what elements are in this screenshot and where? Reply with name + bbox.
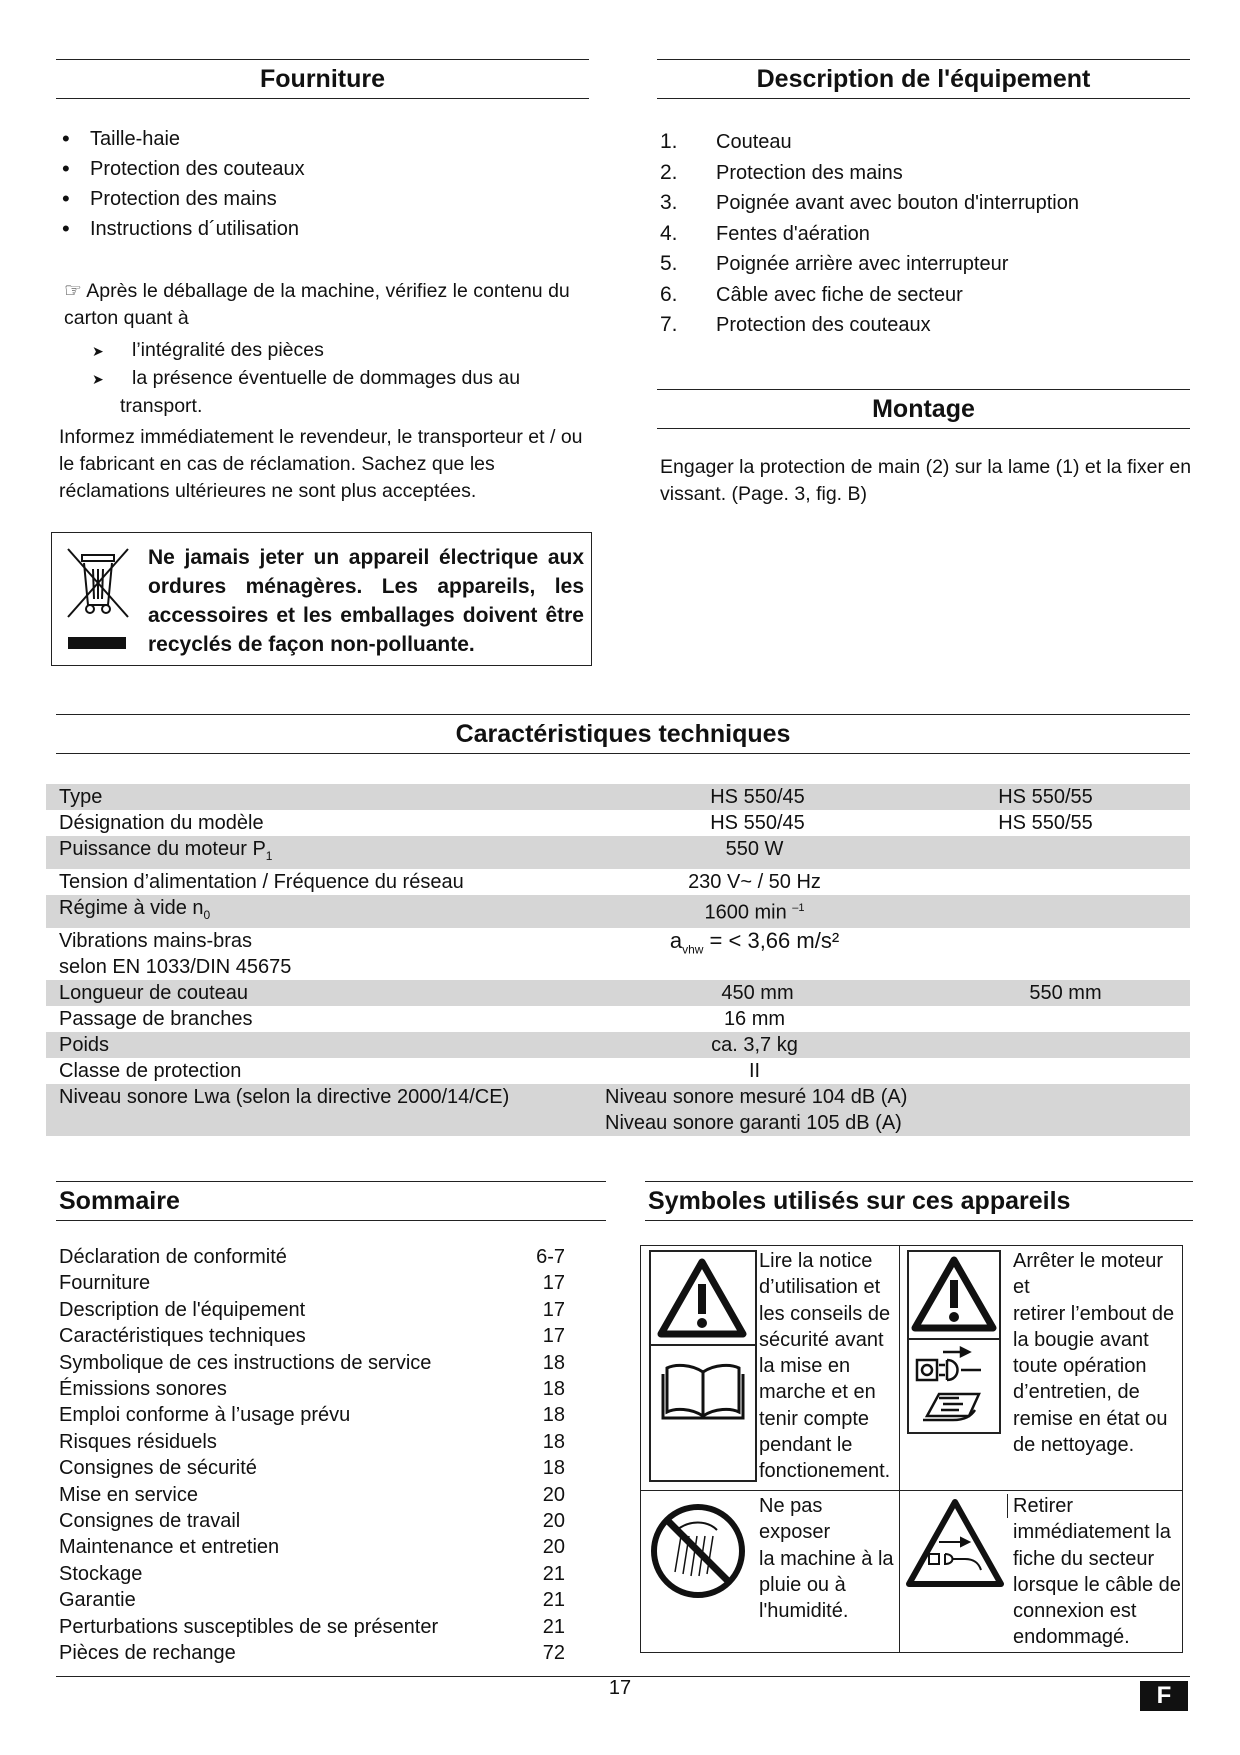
symbol-text-no-rain: Ne pas exposer la machine à la pluie ou à l'humidité. bbox=[759, 1495, 894, 1623]
text-line: vissant. (Page. 3, fig. B) bbox=[660, 483, 868, 505]
disposal-warning-box bbox=[51, 532, 592, 666]
table-row: Poids ca. 3,7 kg bbox=[46, 1032, 1190, 1058]
unplug-icon bbox=[913, 1344, 995, 1384]
table-row: Puissance du moteur $P_1$ 550 W bbox=[46, 836, 1190, 869]
table-row: Désignation du modèle HS 550/45 HS 550/55 bbox=[59, 812, 1093, 834]
symbol-frame bbox=[649, 1250, 757, 1482]
warning-text: Ne jamais jeter un appareil électrique aux ordures ménagères. Les appareils, les accessoires et les emballages doivent être recyclés de façon non-polluante. bbox=[148, 546, 584, 656]
symbol-text-read-manual: Lire la notice d’utilisation et les conseils de sécurité avant la mise en marche et en tenir compte pendant le fonctionement. bbox=[759, 1250, 891, 1483]
arrowhead-icon: ➤ bbox=[92, 343, 104, 359]
arrowhead-icon: ➤ bbox=[92, 371, 104, 387]
list-item: 4. Fentes d'aération bbox=[660, 221, 870, 245]
list-item: 6. Câble avec fiche de secteur bbox=[660, 282, 963, 306]
description-heading: Description de l'équipement bbox=[657, 59, 1190, 99]
list-item: Caractéristiques techniques 17 bbox=[59, 1325, 565, 1348]
symbols-grid bbox=[640, 1245, 1183, 1653]
list-item: Consignes de travail 20 bbox=[59, 1510, 565, 1533]
note-line: Après le déballage de la machine, vérifiez le contenu du bbox=[86, 280, 570, 302]
list-item: Fourniture 17 bbox=[59, 1272, 565, 1295]
no-rain-icon bbox=[649, 1502, 747, 1600]
table-row: Longueur de couteau 450 mm 550 mm bbox=[46, 980, 1190, 1006]
list-item: ➤ l’intégralité des pièces bbox=[92, 337, 592, 365]
crossed-bin-icon bbox=[60, 541, 136, 649]
list-item: 5. Poignée arrière avec interrupteur bbox=[660, 252, 1009, 275]
sommaire-heading: Sommaire bbox=[56, 1181, 606, 1221]
list-item: Risques résiduels 18 bbox=[59, 1430, 565, 1453]
fourniture-heading: Fourniture bbox=[56, 59, 589, 99]
symbol-frame bbox=[907, 1250, 1001, 1434]
list-item: Mise en service 20 bbox=[59, 1483, 565, 1506]
page-number: 17 bbox=[608, 1677, 632, 1699]
list-item: Stockage 21 bbox=[59, 1562, 565, 1585]
list-item: • Protection des couteaux bbox=[58, 154, 578, 184]
symboles-heading: Symboles utilisés sur ces appareils bbox=[645, 1181, 1193, 1221]
table-row: Vibrations mains-bras selon EN 1033/DIN 45675 $a_{vhw}$ = < 3,66 m/s² bbox=[59, 928, 840, 978]
table-row: Niveau sonore Lwa (selon la directive 2000/14/CE) Niveau sonore mesuré 104 dB (A) Niveau sonore garanti 105 dB (A) bbox=[46, 1084, 1190, 1136]
pointing-hand-icon: ☞ bbox=[64, 280, 82, 302]
montage-heading: Montage bbox=[657, 389, 1190, 429]
list-item: Emploi conforme à l’usage prévu 18 bbox=[59, 1404, 565, 1427]
list-item: Symbolique de ces instructions de service 18 bbox=[59, 1351, 565, 1374]
manual-hand-icon bbox=[919, 1386, 989, 1426]
fourniture-list bbox=[58, 124, 578, 244]
table-row: Classe de protection II bbox=[59, 1060, 761, 1082]
equipment-list bbox=[660, 127, 1190, 341]
text-line: Engager la protection de main (2) sur la lame (1) et la fixer en bbox=[660, 456, 1192, 478]
list-item: Consignes de sécurité 18 bbox=[59, 1457, 565, 1480]
list-item: Maintenance et entretien 20 bbox=[59, 1536, 565, 1559]
note-line: carton quant à bbox=[64, 307, 189, 329]
list-item: 7. Protection des couteaux bbox=[660, 313, 931, 336]
table-row: Passage de branches 16 mm bbox=[59, 1008, 786, 1030]
warning-triangle-icon bbox=[911, 1256, 997, 1332]
specs-table bbox=[46, 784, 1190, 1136]
list-item: Garantie 21 bbox=[59, 1589, 565, 1612]
list-item: • Taille-haie bbox=[58, 124, 578, 154]
list-item: Perturbations susceptibles de se présenter 21 bbox=[59, 1615, 565, 1638]
language-badge: F bbox=[1140, 1681, 1188, 1711]
open-book-icon bbox=[661, 1362, 745, 1422]
text-line: réclamations ultérieures ne sont plus acceptées. bbox=[59, 480, 477, 502]
list-item: 1. Couteau bbox=[660, 130, 792, 153]
specs-heading: Caractéristiques techniques bbox=[56, 714, 1190, 754]
list-item: ➤ la présence éventuelle de dommages dus au bbox=[92, 365, 592, 393]
list-item: • Instructions d´utilisation bbox=[58, 214, 578, 244]
check-list bbox=[92, 337, 592, 420]
montage-text bbox=[660, 454, 1200, 508]
list-item-continuation: transport. bbox=[120, 395, 203, 417]
table-row: Régime à vide $n_0$ 1600 min $^{-1}$ bbox=[46, 895, 1190, 928]
text-line: le fabricant en cas de réclamation. Sachez que les bbox=[59, 453, 495, 475]
warning-triangle-icon bbox=[657, 1258, 747, 1338]
unpacking-note bbox=[64, 278, 594, 332]
inform-paragraph bbox=[59, 424, 599, 505]
sommaire-list bbox=[59, 1244, 565, 1667]
symbol-text-unplug: Retirer immédiatement la fiche du secteur lorsque le câble de connexion est endommagé. bbox=[1013, 1495, 1181, 1649]
table-row: Type HS 550/45 HS 550/55 bbox=[46, 784, 1190, 810]
unplug-warning-icon bbox=[905, 1498, 1005, 1588]
list-item: 2. Protection des mains bbox=[660, 160, 903, 184]
list-item: Déclaration de conformité 6-7 bbox=[59, 1246, 565, 1268]
list-item: Pièces de rechange 72 bbox=[59, 1642, 565, 1665]
text-line: Informez immédiatement le revendeur, le transporteur et / ou bbox=[59, 426, 583, 448]
list-item: 3. Poignée avant avec bouton d'interruption bbox=[660, 191, 1079, 214]
symbol-text-stop-engine: Arrêter le moteur et retirer l’embout de la bougie avant toute opération d’entretien, de remise en état ou de nettoyage. bbox=[1013, 1250, 1175, 1457]
table-row: Tension d’alimentation / Fréquence du réseau 230 V~ / 50 Hz bbox=[59, 871, 821, 893]
list-item: • Protection des mains bbox=[58, 184, 578, 214]
list-item: Description de l'équipement 17 bbox=[59, 1298, 565, 1321]
list-item: Émissions sonores 18 bbox=[59, 1378, 565, 1401]
